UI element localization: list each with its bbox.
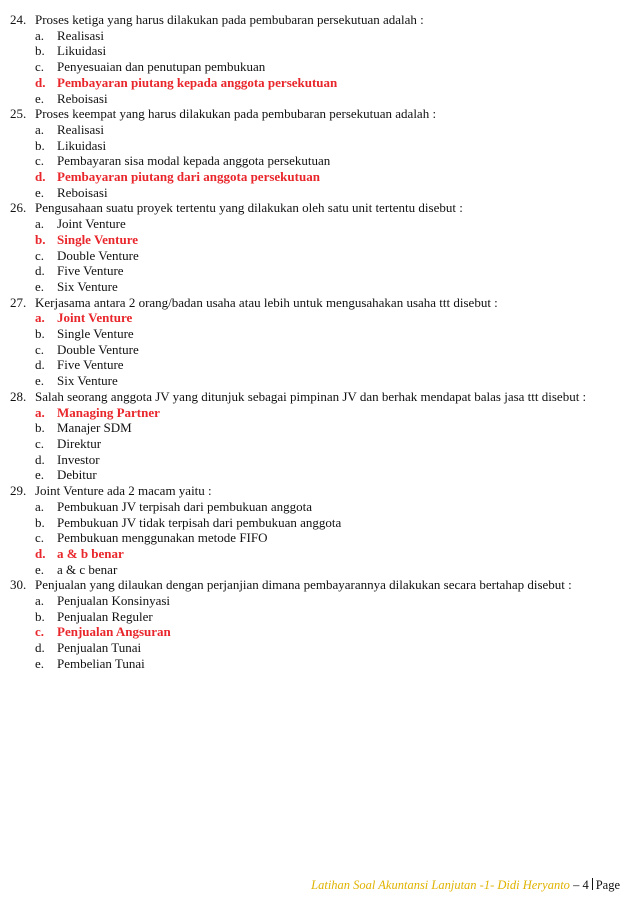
page-footer [0,878,620,893]
option-text: Realisasi [57,27,104,43]
option-letter: d. [35,451,45,467]
option-text: Joint Venture [57,310,133,326]
answer-option-correct [10,232,620,248]
question-number: 30. [10,577,27,593]
option-letter: a. [35,593,45,609]
option-text: Penjualan Tunai [57,640,142,656]
option-letter: a. [35,121,45,137]
option-text: Managing Partner [57,404,160,420]
option-text: Pembukuan JV tidak terpisah dari pembukuan anggota [57,514,342,530]
question-row [10,200,620,216]
option-text: Double Venture [57,341,139,357]
answer-option-correct [10,75,620,91]
answer-option [10,515,620,531]
option-text: a & b benar [57,545,124,561]
answer-option [10,326,620,342]
option-letter: a. [35,498,45,514]
question-row [10,389,620,405]
answer-option [10,263,620,279]
answer-option [10,59,620,75]
footer-separator: – [573,878,580,892]
option-letter: e. [35,278,45,294]
answer-option [10,530,620,546]
option-text: Manajer SDM [57,420,132,436]
option-text: Debitur [57,467,97,483]
option-text: Reboisasi [57,90,108,106]
option-letter: e. [35,655,45,671]
option-letter: c. [35,435,45,451]
option-text: Realisasi [57,121,104,137]
answer-option [10,499,620,515]
option-text: Penjualan Reguler [57,608,153,624]
option-text: Pembukuan menggunakan metode FIFO [57,530,268,546]
answer-option [10,420,620,436]
question-row [10,106,620,122]
option-text: Six Venture [57,373,118,389]
answer-option [10,467,620,483]
option-text: Single Venture [57,231,139,247]
answer-option [10,373,620,389]
question-block [10,577,620,671]
answer-option [10,153,620,169]
question-list [10,12,620,672]
answer-option [10,122,620,138]
option-letter: e. [35,561,45,577]
option-letter: b. [35,326,45,342]
question-text: Joint Venture ada 2 macam yaitu : [35,483,212,499]
page-number: 4 [582,878,589,892]
option-text: Investor [57,451,100,467]
answer-option [10,640,620,656]
option-letter: e. [35,373,45,389]
answer-option [10,279,620,295]
option-letter: a. [35,216,45,232]
question-row [10,483,620,499]
option-text: Direktur [57,435,102,451]
question-block [10,295,620,389]
question-block [10,12,620,106]
page-label: Page [595,878,620,892]
answer-option [10,216,620,232]
option-text: Pembukuan JV terpisah dari pembukuan anggota [57,498,313,514]
option-text: Penyesuaian dan penutupan pembukuan [57,59,266,75]
question-number: 26. [10,200,27,216]
answer-option [10,562,620,578]
footer-title: Latihan Soal Akuntansi Lanjutan -1- Didi Heryanto [311,878,570,892]
answer-option-correct [10,310,620,326]
answer-option [10,609,620,625]
question-text: Kerjasama antara 2 orang/badan usaha atau lebih untuk mengusahakan usaha ttt disebut : [35,294,498,310]
option-letter: b. [35,43,45,59]
option-letter: a. [35,27,45,43]
question-row [10,12,620,28]
option-letter: e. [35,467,45,483]
answer-option [10,91,620,107]
answer-option [10,357,620,373]
option-letter: b. [35,608,45,624]
option-text: Five Venture [57,357,124,373]
answer-option-correct [10,624,620,640]
question-block [10,200,620,294]
answer-option [10,436,620,452]
option-letter: a. [35,404,45,420]
option-letter: c. [35,624,45,640]
question-text: Pengusahaan suatu proyek tertentu yang dilakukan oleh satu unit tertentu disebut : [35,200,463,216]
option-letter: b. [35,231,46,247]
option-text: Single Venture [57,326,134,342]
question-number: 28. [10,388,27,404]
option-letter: d. [35,74,46,90]
option-text: Pembayaran sisa modal kepada anggota persekutuan [57,153,331,169]
answer-option-correct [10,169,620,185]
option-letter: c. [35,530,45,546]
question-block [10,106,620,200]
question-number: 24. [10,12,27,27]
question-block [10,483,620,577]
question-row [10,577,620,593]
option-text: Reboisasi [57,184,108,200]
option-letter: d. [35,357,45,373]
option-letter: b. [35,514,45,530]
option-text: a & c benar [57,561,118,577]
question-text: Proses keempat yang harus dilakukan pada pembubaran persekutuan adalah : [35,106,437,122]
question-row [10,295,620,311]
option-text: Pembayaran piutang dari anggota persekutuan [57,169,320,185]
answer-option-correct [10,405,620,421]
option-letter: b. [35,420,45,436]
option-text: Penjualan Angsuran [57,624,171,640]
question-number: 29. [10,483,27,499]
option-letter: d. [35,640,45,656]
option-text: Likuidasi [57,137,107,153]
footer-divider [592,878,593,890]
option-letter: c. [35,341,45,357]
answer-option [10,28,620,44]
option-letter: a. [35,310,45,326]
question-block [10,389,620,483]
option-text: Six Venture [57,278,118,294]
answer-option [10,593,620,609]
question-number: 27. [10,294,27,310]
option-letter: e. [35,90,45,106]
option-text: Likuidasi [57,43,107,59]
answer-option [10,342,620,358]
question-number: 25. [10,106,27,122]
option-letter: e. [35,184,45,200]
option-text: Penjualan Konsinyasi [57,593,171,609]
option-text: Pembelian Tunai [57,655,145,671]
option-letter: d. [35,263,45,279]
option-letter: c. [35,59,45,75]
option-letter: d. [35,545,46,561]
answer-option [10,43,620,59]
answer-option [10,248,620,264]
option-text: Pembayaran piutang kepada anggota persekutuan [57,74,338,90]
option-letter: c. [35,247,45,263]
answer-option [10,185,620,201]
answer-option [10,452,620,468]
option-letter: d. [35,169,46,185]
answer-option-correct [10,546,620,562]
option-letter: c. [35,153,45,169]
option-text: Five Venture [57,263,124,279]
question-text: Penjualan yang dilaukan dengan perjanjian dimana pembayarannya dilakukan secara bertahap disebut : [35,577,572,593]
option-letter: b. [35,137,45,153]
answer-option [10,656,620,672]
option-text: Joint Venture [57,216,126,232]
option-text: Double Venture [57,247,139,263]
question-text: Proses ketiga yang harus dilakukan pada pembubaran persekutuan adalah : [35,12,424,27]
question-text: Salah seorang anggota JV yang ditunjuk sebagai pimpinan JV dan berhak mendapat balas jasa ttt disebut : [35,388,587,404]
answer-option [10,138,620,154]
